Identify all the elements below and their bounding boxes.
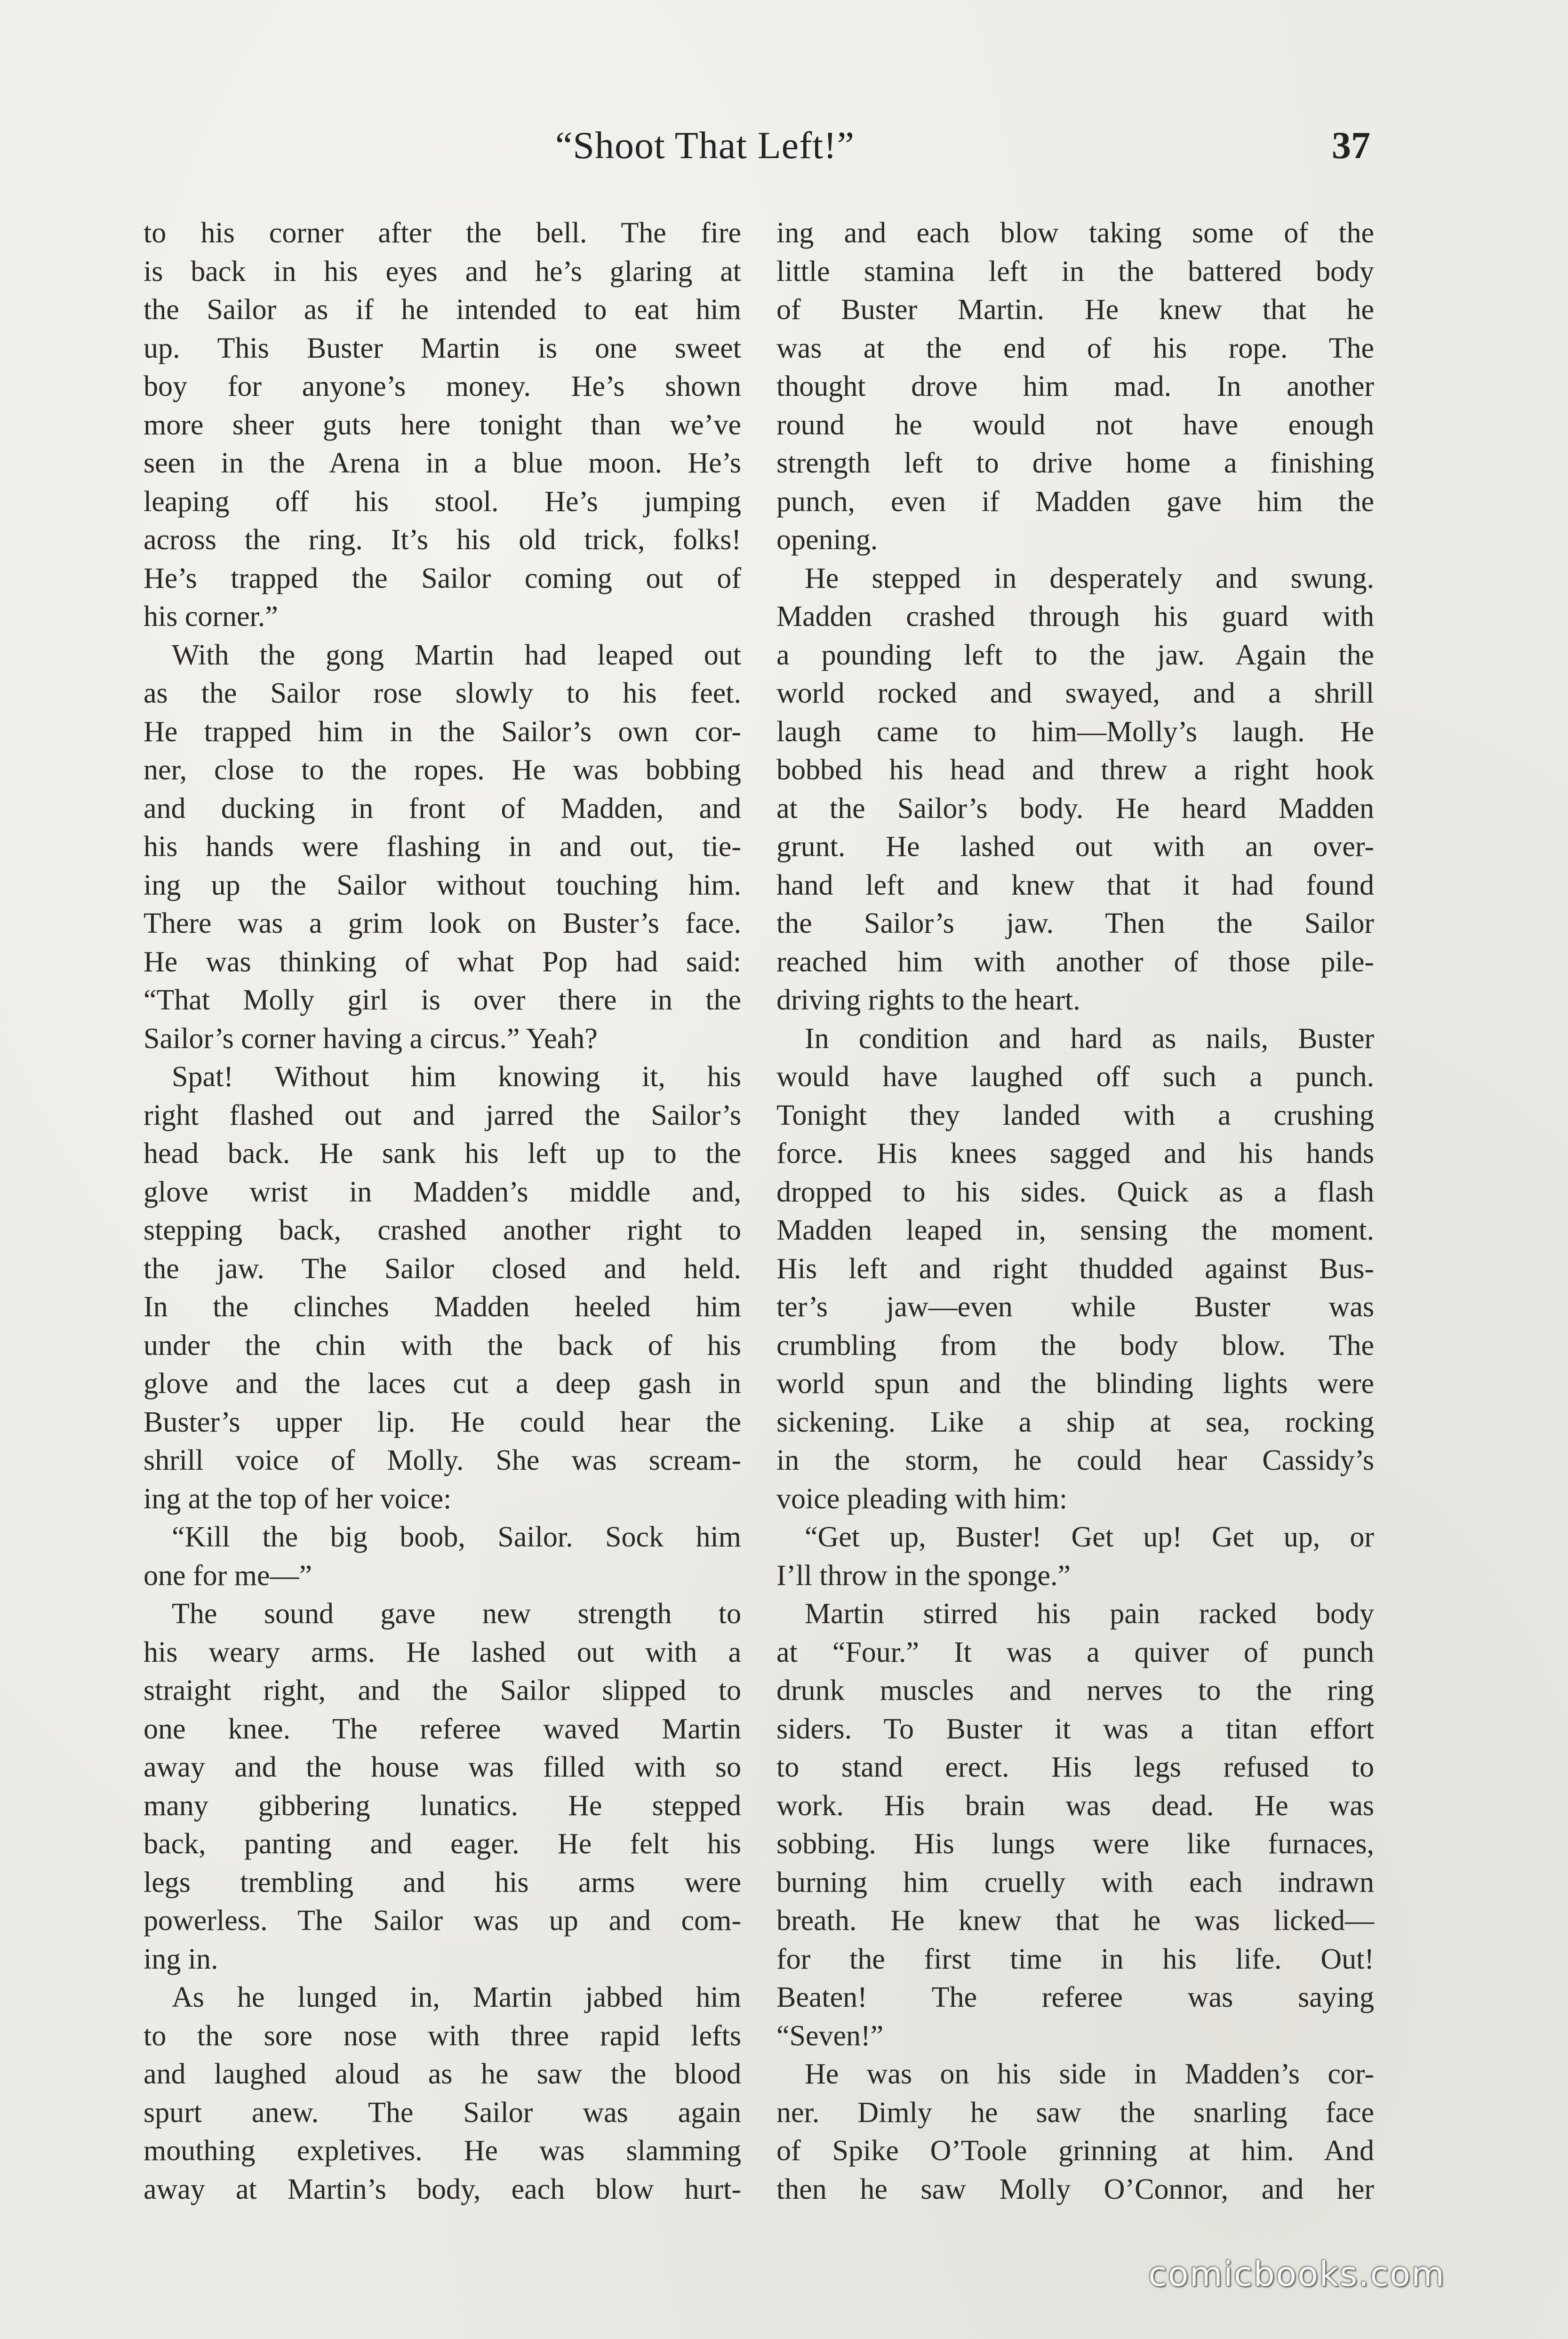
text-line: the Sailor as if he intended to eat him xyxy=(144,294,741,326)
text-line: for the first time in his life. Out! xyxy=(776,1943,1374,1975)
text-line: “Get up, Buster! Get up! Get up, or xyxy=(805,1521,1374,1553)
text-line: drunk muscles and nerves to the ring xyxy=(776,1674,1374,1706)
text-line: He’s trapped the Sailor coming out of xyxy=(144,562,741,594)
text-line: Sailor’s corner having a circus.” Yeah? xyxy=(144,1022,598,1055)
text-line: under the chin with the back of his xyxy=(144,1329,741,1362)
text-line: He was on his side in Madden’s cor- xyxy=(805,2058,1374,2090)
text-line: Madden leaped in, sensing the moment. xyxy=(776,1214,1374,1246)
text-line: The sound gave new strength to xyxy=(172,1598,741,1630)
text-line: the Sailor’s jaw. Then the Sailor xyxy=(776,907,1374,939)
text-line: then he saw Molly O’Connor, and her xyxy=(776,2173,1374,2205)
text-line: He was thinking of what Pop had said: xyxy=(144,945,741,978)
text-line: work. His brain was dead. He was xyxy=(776,1789,1374,1822)
text-line: thought drove him mad. In another xyxy=(776,370,1374,402)
text-line: away and the house was filled with so xyxy=(144,1751,741,1783)
text-line: seen in the Arena in a blue moon. He’s xyxy=(144,447,741,479)
text-line: of Spike O’Toole grinning at him. And xyxy=(776,2135,1374,2167)
text-line: boy for anyone’s money. He’s shown xyxy=(144,370,741,402)
text-line: legs trembling and his arms were xyxy=(144,1866,741,1898)
text-line: leaping off his stool. He’s jumping xyxy=(144,485,741,518)
text-line: strength left to drive home a finishing xyxy=(776,447,1374,479)
text-line: and laughed aloud as he saw the blood xyxy=(144,2058,741,2090)
text-line: Beaten! The referee was saying xyxy=(776,1981,1374,2013)
text-line: at the Sailor’s body. He heard Madden xyxy=(776,792,1374,825)
text-line: powerless. The Sailor was up and com- xyxy=(144,1905,741,1937)
text-line: grunt. He lashed out with an over- xyxy=(776,831,1374,863)
text-line: spurt anew. The Sailor was again xyxy=(144,2096,741,2129)
text-line: opening. xyxy=(776,524,878,556)
text-line: little stamina left in the battered body xyxy=(776,255,1374,288)
text-line: hand left and knew that it had found xyxy=(776,869,1374,901)
text-line: one for me—” xyxy=(144,1559,312,1592)
text-line: to his corner after the bell. The fire xyxy=(144,217,741,249)
text-line: across the ring. It’s his old trick, folks! xyxy=(144,524,741,556)
text-line: world rocked and swayed, and a shrill xyxy=(776,677,1374,709)
text-line: dropped to his sides. Quick as a flash xyxy=(776,1176,1374,1208)
text-column-right xyxy=(776,214,1374,2209)
text-line: reached him with another of those pile- xyxy=(776,945,1374,978)
text-line: to stand erect. His legs refused to xyxy=(776,1751,1374,1783)
text-line: at “Four.” It was a quiver of punch xyxy=(776,1636,1374,1668)
text-line: siders. To Buster it was a titan effort xyxy=(776,1713,1374,1745)
text-line: glove and the laces cut a deep gash in xyxy=(144,1368,741,1400)
text-line: breath. He knew that he was licked— xyxy=(776,1905,1374,1937)
text-line: ing in. xyxy=(144,1943,218,1975)
text-line: “Kill the big boob, Sailor. Sock him xyxy=(172,1521,741,1553)
text-line: sickening. Like a ship at sea, rocking xyxy=(776,1406,1374,1438)
text-line: ing up the Sailor without touching him. xyxy=(144,869,741,901)
text-line: head back. He sank his left up to the xyxy=(144,1137,741,1170)
text-line: back, panting and eager. He felt his xyxy=(144,1828,741,1860)
text-line: up. This Buster Martin is one sweet xyxy=(144,332,741,364)
text-line: laugh came to him—Molly’s laugh. He xyxy=(776,715,1374,748)
text-line: glove wrist in Madden’s middle and, xyxy=(144,1176,741,1208)
text-line: Spat! Without him knowing it, his xyxy=(172,1061,741,1093)
text-line: to the sore nose with three rapid lefts xyxy=(144,2019,741,2052)
text-line: as the Sailor rose slowly to his feet. xyxy=(144,677,741,709)
text-line: ing and each blow taking some of the xyxy=(776,217,1374,249)
text-line: Martin stirred his pain racked body xyxy=(805,1598,1374,1630)
text-line: Madden crashed through his guard with xyxy=(776,601,1374,633)
text-line: right flashed out and jarred the Sailor’s xyxy=(144,1099,741,1131)
text-line: the jaw. The Sailor closed and held. xyxy=(144,1252,741,1285)
text-line: With the gong Martin had leaped out xyxy=(172,639,741,671)
text-line: He stepped in desperately and swung. xyxy=(805,562,1374,594)
text-line: In condition and hard as nails, Buster xyxy=(805,1022,1374,1055)
text-line: world spun and the blinding lights were xyxy=(776,1368,1374,1400)
text-line: and ducking in front of Madden, and xyxy=(144,792,741,825)
text-line: As he lunged in, Martin jabbed him xyxy=(172,1981,741,2013)
text-line: round he would not have enough xyxy=(776,409,1374,441)
text-line: shrill voice of Molly. She was scream- xyxy=(144,1444,741,1476)
text-line: more sheer guts here tonight than we’ve xyxy=(144,409,741,441)
page-number: 37 xyxy=(1332,124,1370,167)
text-line: his corner.” xyxy=(144,601,278,633)
text-line: force. His knees sagged and his hands xyxy=(776,1137,1374,1170)
text-line: mouthing expletives. He was slamming xyxy=(144,2135,741,2167)
text-line: in the storm, he could hear Cassidy’s xyxy=(776,1444,1374,1476)
text-line: “That Molly girl is over there in the xyxy=(144,984,741,1016)
site-watermark: comicbooks.com xyxy=(1148,2254,1446,2294)
text-line: Tonight they landed with a crushing xyxy=(776,1099,1374,1131)
text-line: straight right, and the Sailor slipped to xyxy=(144,1674,741,1706)
text-line: voice pleading with him: xyxy=(776,1482,1068,1515)
text-line: ter’s jaw—even while Buster was xyxy=(776,1291,1374,1323)
text-line: driving rights to the heart. xyxy=(776,984,1080,1016)
text-line: ner. Dimly he saw the snarling face xyxy=(776,2096,1374,2129)
text-column-left xyxy=(144,214,741,2209)
text-line: sobbing. His lungs were like furnaces, xyxy=(776,1828,1374,1860)
text-line: burning him cruelly with each indrawn xyxy=(776,1866,1374,1898)
text-line: bobbed his head and threw a right hook xyxy=(776,754,1374,786)
text-line: is back in his eyes and he’s glaring at xyxy=(144,255,741,288)
text-line: away at Martin’s body, each blow hurt- xyxy=(144,2173,741,2205)
text-line: was at the end of his rope. The xyxy=(776,332,1374,364)
text-line: “Seven!” xyxy=(776,2019,884,2052)
text-line: Buster’s upper lip. He could hear the xyxy=(144,1406,741,1438)
running-title: “Shoot That Left!” xyxy=(555,124,855,167)
text-line: crumbling from the body blow. The xyxy=(776,1329,1374,1362)
running-head xyxy=(0,123,1568,180)
text-line: There was a grim look on Buster’s face. xyxy=(144,907,741,939)
text-line: a pounding left to the jaw. Again the xyxy=(776,639,1374,671)
text-line: many gibbering lunatics. He stepped xyxy=(144,1789,741,1822)
text-line: In the clinches Madden heeled him xyxy=(144,1291,741,1323)
text-line: would have laughed off such a punch. xyxy=(776,1061,1374,1093)
text-line: ner, close to the ropes. He was bobbing xyxy=(144,754,741,786)
text-line: his weary arms. He lashed out with a xyxy=(144,1636,741,1668)
text-line: He trapped him in the Sailor’s own cor- xyxy=(144,715,741,748)
text-line: of Buster Martin. He knew that he xyxy=(776,294,1374,326)
text-line: stepping back, crashed another right to xyxy=(144,1214,741,1246)
text-line: ing at the top of her voice: xyxy=(144,1482,452,1515)
text-line: His left and right thudded against Bus- xyxy=(776,1252,1374,1285)
text-line: I’ll throw in the sponge.” xyxy=(776,1559,1071,1592)
text-line: one knee. The referee waved Martin xyxy=(144,1713,741,1745)
text-line: punch, even if Madden gave him the xyxy=(776,485,1374,518)
text-line: his hands were flashing in and out, tie- xyxy=(144,831,741,863)
